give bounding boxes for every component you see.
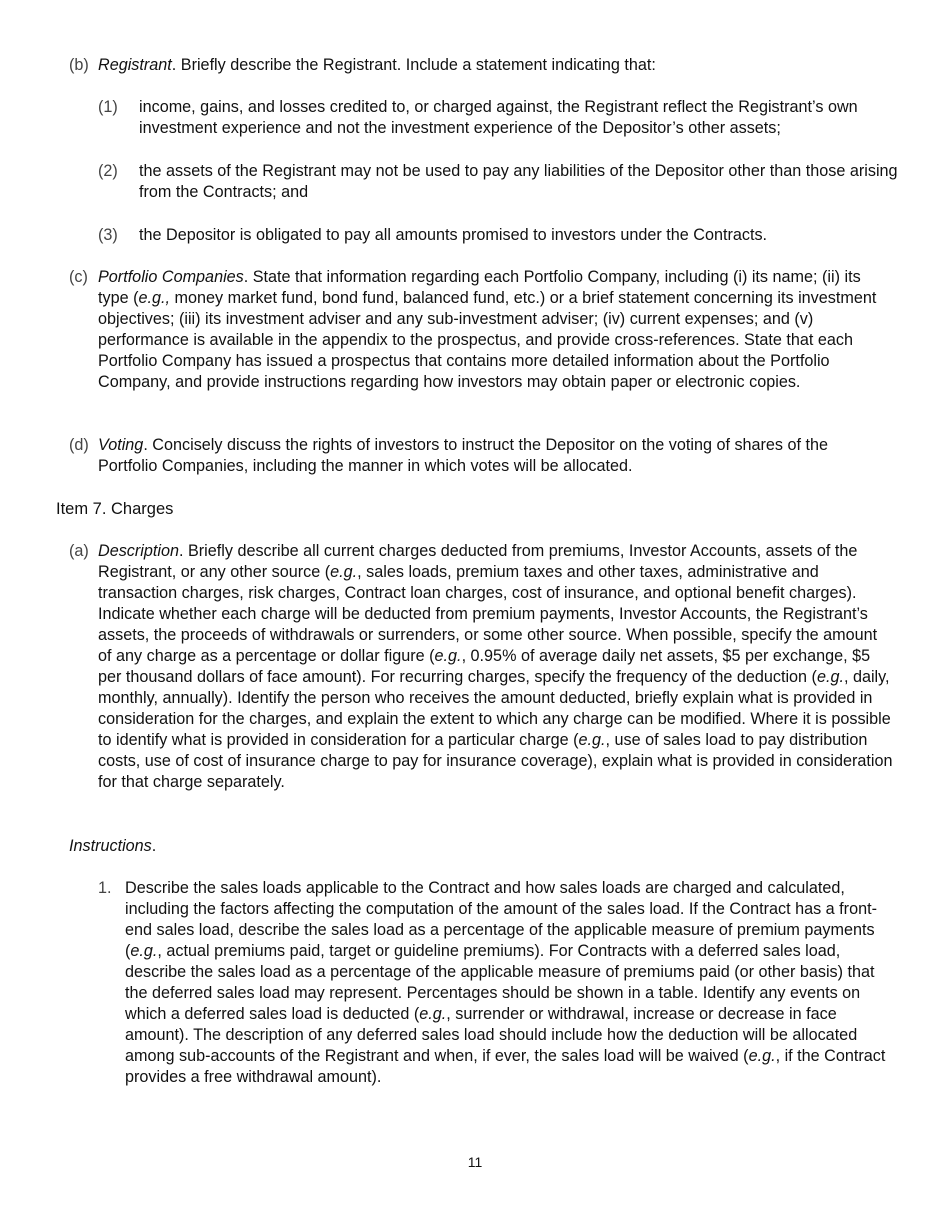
section-c-label: (c) (69, 268, 88, 286)
section-a-label: (a) (69, 542, 89, 560)
item-2-text: the assets of the Registrant may not be used to pay any liabilities of the Depositor other than those arising from the Contracts; and (139, 162, 898, 201)
section-d-title: Voting (98, 436, 144, 454)
item-3-label: (3) (98, 226, 118, 244)
section-c-title: Portfolio Companies (98, 268, 244, 286)
page-number: 11 (467, 1154, 483, 1170)
section-d-text: Voting. Concisely discuss the rights of investors to instruct the Depositor on the voting of shares of the Portfolio Companies, including the manner in which votes will be allocated. (98, 436, 829, 475)
section-b-title: Registrant (98, 56, 172, 74)
instruction-1-text: Describe the sales loads applicable to the Contract and how sales loads are charged and calculated, including the factors affecting the computation of the amount of the sales load. If the Contract has a front-end sales load, describe the sales load as a percentage of the applicable measure of premium payments (e.g., actual premiums paid, target or guideline premiums). For Contracts with a deferred sales load, describe the sales load as a percentage of the applicable measure of premiums paid (or other basis) that the deferred sales load may represent. Percentages should be shown in a table. Identify any events on which a deferred sales load is deducted (e.g., surrender or withdrawal, increase or decrease in face amount). The description of any deferred sales load should include how the deduction will be allocated among sub-accounts of the Registrant and when, if ever, the sales load will be waived (e.g., if the Contract provides a free withdrawal amount). (125, 879, 886, 1086)
section-a-text: Description. Briefly describe all current charges deducted from premiums, Investor Accounts, assets of the Registrant, or any other source (e.g., sales loads, premium taxes and other taxes, administrative and transaction charges, risk charges, Contract loan charges, cost of insurance, and optional benefit charges). Indicate whether each charge will be deducted from premium payments, Investor Accounts, the Registrant’s assets, the proceeds of withdrawals or surrenders, or some other source. When possible, specify the amount of any charge as a percentage or dollar figure (e.g., 0.95% of average daily net assets, $5 per exchange, $5 per thousand dollars of face amount). For recurring charges, specify the frequency of the deduction (e.g., daily, monthly, annually). Identify the person who receives the amount deducted, briefly explain what is provided in consideration for the charges, and explain the extent to which any charge can be modified. Where it is possible to identify what is provided in consideration for a particular charge (e.g., use of sales load to pay distribution costs, use of cost of insurance charge to pay for insurance coverage), explain what is provided in consideration for that charge separately. (98, 542, 893, 791)
document-page: (b) Registrant. Briefly describe the Registrant. Include a statement indicating that: (1) income, gains, and losses credited to, or charged against, the Registrant reflect the Registrant’s own investment experience and not the investment experience of the Depositor’s other assets; (2) the assets of the Registrant may not be used to pay any liabilities of the Depositor other than those arising from the Contracts; and (3) the Depositor is obligated to pay all amounts promised to investors under the Contracts. (c) Portfolio Companies. State that information regarding each Portfolio Company, including (i) its name; (ii) its type (e.g., money market fund, bond fund, balanced fund, etc.) or a brief statement concerning its investment objectives; (iii) its investment adviser and any sub-investment adviser; (iv) current expenses; and (v) performance is available in the appendix to the prospectus, and provide cross-references. State that each Portfolio Company has issued a prospectus that contains more detailed information about the Portfolio Company, and provide instructions regarding how investors may obtain paper or electronic copies. (d) Voting. Concisely discuss the rights of investors to instruct the Depositor on the voting of shares of the Portfolio Companies, including the manner in which votes will be allocated. Item 7. Charges (a) Description. Briefly describe all current charges deducted from premiums, Investor Accounts, assets of the Registrant, or any other source (e.g., sales loads, premium taxes and other taxes, administrative and transaction charges, risk charges, Contract loan charges, cost of insurance, and optional benefit charges). Indicate whether each charge will be deducted from premium payments, Investor Accounts, the Registrant’s assets, the proceeds of withdrawals or surrenders, or some other source. When possible, specify the amount of any charge as a percentage or dollar figure (e.g., 0.95% of average daily net assets, $5 per exchange, $5 per thousand dollars of face amount). For recurring charges, specify the frequency of the deduction (e.g., daily, monthly, annually). Identify the person who receives the amount deducted, briefly explain what is provided in consideration for the charges, and explain the extent to which any charge can be modified. Where it is possible to identify what is provided in consideration for a particular charge (e.g., use of sales load to pay distribution costs, use of cost of insurance charge to pay for insurance coverage), explain what is provided in consideration for that charge separately. Instructions. 1. Describe the sales loads applicable to the Contract and how sales loads are charged and calculated, including the factors affecting the computation of the amount of the sales load. If the Contract has a front-end sales load, describe the sales load as a percentage of the applicable measure of premium payments (e.g., actual premiums paid, target or guideline premiums). For Contracts with a deferred sales load, describe the sales load as a percentage of the applicable measure of premiums paid (or other basis) that the deferred sales load may represent. Percentages should be shown in a table. Identify any events on which a deferred sales load is deducted (e.g., surrender or withdrawal, increase or decrease in face amount). The description of any deferred sales load should include how the deduction will be allocated among sub-accounts of the Registrant and when, if ever, the sales load will be waived (e.g., if the Contract provides a free withdrawal amount). 11 (0, 0, 950, 1230)
section-b-text: Registrant. Briefly describe the Registrant. Include a statement indicating that: (98, 56, 656, 74)
section-c-text: Portfolio Companies. State that information regarding each Portfolio Company, including (i) its name; (ii) its type (e.g., money market fund, bond fund, balanced fund, etc.) or a brief statement concerning its investment objectives; (iii) its investment adviser and any sub-investment adviser; (iv) current expenses; and (v) performance is available in the appendix to the prospectus, and provide cross-references. State that each Portfolio Company has issued a prospectus that contains more detailed information about the Portfolio Company, and provide instructions regarding how investors may obtain paper or electronic copies. (98, 268, 877, 391)
item-1-label: (1) (98, 98, 118, 116)
item-2-label: (2) (98, 162, 118, 180)
item-7-heading: Item 7. Charges (56, 500, 174, 518)
item-1-text: income, gains, and losses credited to, or charged against, the Registrant reflect the Registrant’s own investment experience and not the investment experience of the Depositor’s other assets; (139, 98, 858, 137)
section-a-title: Description (98, 542, 179, 560)
section-d-label: (d) (69, 436, 89, 454)
instruction-1-label: 1. (98, 879, 112, 897)
instructions-title: Instructions (69, 837, 152, 855)
section-b-label: (b) (69, 56, 89, 74)
item-3-text: the Depositor is obligated to pay all amounts promised to investors under the Contracts. (139, 226, 768, 244)
